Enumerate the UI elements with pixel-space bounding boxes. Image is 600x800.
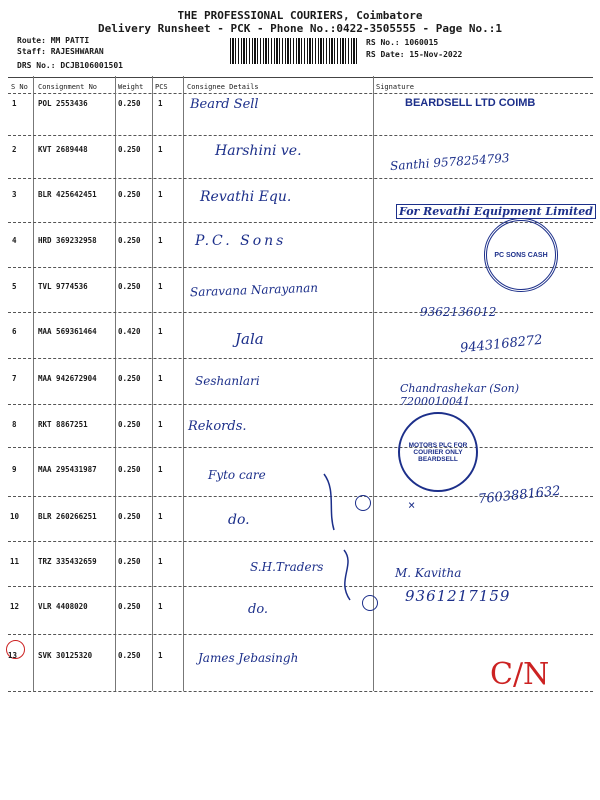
row-signature: 9362136012 xyxy=(420,305,497,319)
row-consignee: Revathi Equ. xyxy=(200,189,292,205)
motors-courier-stamp: MOTORS PLC FOR COURIER ONLY BEARDSELL xyxy=(398,412,478,492)
row-sno: 11 xyxy=(10,557,20,566)
col-header-pcs: PCS xyxy=(155,83,168,91)
table-top-rule xyxy=(8,77,593,78)
row-pcs: 1 xyxy=(158,602,163,611)
row-sno: 3 xyxy=(12,190,17,199)
col-divider xyxy=(33,76,34,691)
row-pcs: 1 xyxy=(158,512,163,521)
pc-sons-stamp: PC SONS CASH xyxy=(484,218,558,292)
row-weight: 0.250 xyxy=(118,651,141,660)
row-consignee: Saravana Narayanan xyxy=(189,280,319,300)
row-pcs: 1 xyxy=(158,420,163,429)
row-consignment: BLR 425642451 xyxy=(38,190,97,199)
row-rule xyxy=(8,135,593,136)
row-pcs: 1 xyxy=(158,651,163,660)
row-weight: 0.250 xyxy=(118,374,141,383)
row-consignee: P.C. Sons xyxy=(195,233,287,249)
row-pcs: 1 xyxy=(158,236,163,245)
col-header-signature: Signature xyxy=(376,83,414,91)
col-header-consignment: Consignment No xyxy=(38,83,98,91)
row-sno: 5 xyxy=(12,282,17,291)
row-consignment: VLR 4408020 xyxy=(38,602,88,611)
row-rule xyxy=(8,178,593,179)
row-weight: 0.250 xyxy=(118,282,141,291)
row-weight: 0.250 xyxy=(118,190,141,199)
row-consignment: MAA 942672904 xyxy=(38,374,97,383)
row-signature: 7603881632 xyxy=(477,483,562,508)
row-weight: 0.250 xyxy=(118,602,141,611)
row-sno: 8 xyxy=(12,420,17,429)
row-consignment: BLR 260266251 xyxy=(38,512,97,521)
col-divider xyxy=(115,76,116,691)
row-signature-stamp: BEARDSELL LTD COIMB xyxy=(405,97,536,109)
row-signature: M. Kavitha xyxy=(395,566,462,580)
row-sno: 7 xyxy=(12,374,17,383)
row-consignee: Harshini ve. xyxy=(215,143,302,159)
row-rule xyxy=(8,312,593,313)
row-weight: 0.250 xyxy=(118,236,141,245)
row-pcs: 1 xyxy=(158,282,163,291)
row-sno: 4 xyxy=(12,236,17,245)
barcode xyxy=(230,38,358,64)
row-consignee: do. xyxy=(248,602,269,617)
row-pcs: 1 xyxy=(158,557,163,566)
col-divider xyxy=(183,76,184,691)
row-pcs: 1 xyxy=(158,99,163,108)
row-consignee: James Jebasingh xyxy=(198,651,299,665)
row-consignee: Seshanlari xyxy=(195,374,260,388)
row-consignee: S.H.Traders xyxy=(250,560,324,574)
row-pcs: 1 xyxy=(158,374,163,383)
cross-mark: × xyxy=(408,498,416,512)
staff: Staff: RAJESHWARAN xyxy=(17,47,104,56)
row-sno: 9 xyxy=(12,465,17,474)
row-rule xyxy=(8,447,593,448)
row-consignee: Jala xyxy=(235,330,264,348)
row-weight: 0.250 xyxy=(118,145,141,154)
row-weight: 0.250 xyxy=(118,512,141,521)
row-consignment: TVL 9774536 xyxy=(38,282,88,291)
col-header-consignee: Consignee Details xyxy=(187,83,259,91)
row-weight: 0.250 xyxy=(118,465,141,474)
header-rule xyxy=(8,93,593,94)
row-rule xyxy=(8,358,593,359)
col-header-sno: S No xyxy=(11,83,28,91)
row-signature: Santhi 9578254793 xyxy=(389,150,510,174)
row-signature: Chandrashekar (Son) 7200010041 xyxy=(400,382,520,408)
rs-number: RS No.: 1060015 xyxy=(366,38,439,47)
ditto-bracket-stroke xyxy=(316,470,366,630)
row-signature: C/N xyxy=(490,657,550,692)
row-sno: 10 xyxy=(10,512,20,521)
row-sno: 6 xyxy=(12,327,17,336)
row-consignee: Fyto care xyxy=(208,468,266,482)
row-sno: 1 xyxy=(12,99,17,108)
row-weight: 0.250 xyxy=(118,420,141,429)
row-sno: 12 xyxy=(10,602,20,611)
col-header-weight: Weight xyxy=(118,83,144,91)
row-signature: 9361217159 xyxy=(405,587,511,605)
rs-date: RS Date: 15-Nov-2022 xyxy=(366,50,463,59)
row-consignment: SVK 30125320 xyxy=(38,651,93,660)
row-consignment: KVT 2689448 xyxy=(38,145,88,154)
row-pcs: 1 xyxy=(158,190,163,199)
row-signature-stamp: For Revathi Equipment Limited xyxy=(396,204,596,219)
row-consignment: TRZ 335432659 xyxy=(38,557,97,566)
row-consignee: Beard Sell xyxy=(190,97,259,112)
company-title: THE PROFESSIONAL COURIERS, Coimbatore xyxy=(177,9,423,22)
row-sno: 13 xyxy=(8,651,18,660)
row-consignment: HRD 369232958 xyxy=(38,236,97,245)
route: Route: MM PATTI xyxy=(17,36,90,45)
row-weight: 0.250 xyxy=(118,99,141,108)
row-rule xyxy=(8,634,593,635)
row-pcs: 1 xyxy=(158,465,163,474)
row-consignment: RKT 8867251 xyxy=(38,420,88,429)
row-consignment: POL 2553436 xyxy=(38,99,88,108)
row-sno: 2 xyxy=(12,145,17,154)
row-consignee: do. xyxy=(228,512,250,528)
sheet-title: Delivery Runsheet - PCK - Phone No.:0422-3505555 - Page No.:1 xyxy=(98,22,502,35)
row-weight: 0.250 xyxy=(118,557,141,566)
row-consignee: Rekords. xyxy=(188,419,247,434)
row-signature: 9443168272 xyxy=(459,332,544,357)
row-rule xyxy=(8,541,593,542)
row-pcs: 1 xyxy=(158,327,163,336)
row-consignment: MAA 295431987 xyxy=(38,465,97,474)
row-consignment: MAA 569361464 xyxy=(38,327,97,336)
col-divider xyxy=(152,76,153,691)
drs-number: DRS No.: DCJB106001501 xyxy=(17,61,123,70)
row-pcs: 1 xyxy=(158,145,163,154)
row-weight: 0.420 xyxy=(118,327,141,336)
